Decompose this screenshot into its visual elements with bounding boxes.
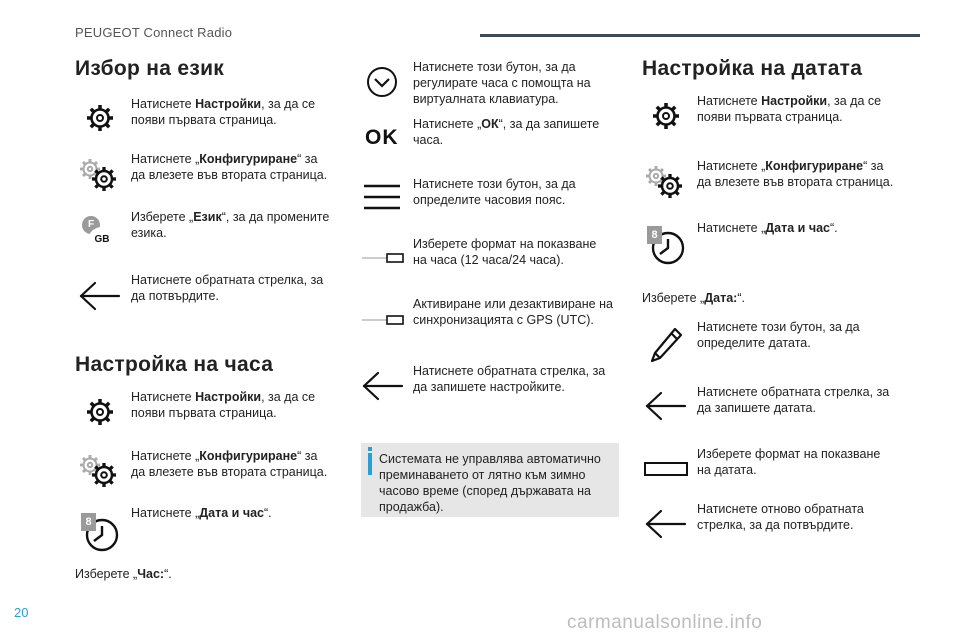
section-title-time: Настройка на часа: [75, 353, 274, 376]
gear-icon: [651, 101, 681, 131]
item-text: Натиснете „Конфигуриране“ за да влезете във втората страница.: [131, 152, 328, 182]
item-text: Натиснете „Дата и час“.: [697, 221, 838, 235]
item-text: Натиснете обратната стрелка, за да потвърдите.: [131, 273, 324, 303]
section-title-date: Настройка на датата: [642, 57, 863, 80]
toggle-slider-icon: [361, 314, 405, 326]
item-text: Натиснете този бутон, за да определите датата.: [697, 320, 860, 350]
double-gear-icon: [78, 156, 120, 194]
pencil-icon: [648, 325, 684, 365]
item-text: Натиснете отново обратната стрелка, за да потвърдите.: [697, 502, 864, 532]
item-text: Натиснете този бутон, за да определите часовия пояс.: [413, 177, 576, 207]
chevron-down-icon: [366, 66, 398, 98]
info-note: [361, 443, 619, 517]
item-text: Натиснете „Конфигуриране“ за да влезете във втората страница.: [697, 159, 894, 189]
item-text: Натиснете обратната стрелка, за да запишете настройките.: [413, 364, 606, 394]
back-arrow-icon: [78, 280, 122, 312]
item-text: Активиране или дезактивиране на синхронизацията с GPS (UTC).: [413, 297, 613, 327]
item-text: Натиснете „Конфигуриране“ за да влезете във втората страница.: [131, 449, 328, 479]
item-text: Изберете формат на показване на часа (12 часа/24 часа).: [413, 237, 597, 267]
back-arrow-icon: [644, 390, 688, 422]
choose-date-text: Изберете „Дата:“.: [642, 291, 745, 305]
info-icon: [368, 453, 372, 475]
item-text: Натиснете обратната стрелка, за да запишете датата.: [697, 385, 890, 415]
section-title-language: Избор на език: [75, 57, 225, 80]
double-gear-icon: [644, 163, 686, 201]
back-arrow-icon: [644, 508, 688, 540]
item-text: Натиснете Настройки, за да се появи първата страница.: [131, 390, 316, 420]
date-format-box-icon: [643, 461, 689, 477]
item-text: Изберете „Език“, за да промените езика.: [131, 210, 330, 240]
double-gear-icon: [78, 452, 120, 490]
date-time-clock-icon: 8: [646, 226, 688, 266]
gear-icon: [85, 103, 115, 133]
item-text: Натиснете този бутон, за да регулирате часа с помощта на виртуалната клавиатура.: [413, 60, 591, 106]
ok-text-icon: OK: [365, 126, 399, 149]
header-rule: [480, 34, 920, 37]
date-time-clock-icon: 8: [80, 513, 122, 553]
language-f-gb-icon: F GB: [80, 213, 122, 253]
gear-icon: [85, 397, 115, 427]
page-number: 20: [14, 605, 29, 620]
back-arrow-icon: [361, 370, 405, 402]
note-text: Системата не управлява автоматично преминаването от лятно към зимно часово време (според държавата на продажба).: [379, 452, 601, 514]
menu-icon: [361, 181, 403, 213]
item-text: Натиснете Настройки, за да се появи първата страница.: [697, 94, 882, 124]
format-slider-icon: [361, 252, 405, 264]
item-text: Натиснете „ОК“, за да запишете часа.: [413, 117, 600, 147]
item-text: Натиснете „Дата и час“.: [131, 506, 272, 520]
running-header: PEUGEOT Connect Radio: [75, 25, 233, 40]
item-text: Натиснете Настройки, за да се появи първата страница.: [131, 97, 316, 127]
watermark: carmanualsonline.info: [567, 612, 763, 633]
item-text: Изберете формат на показване на датата.: [697, 447, 881, 477]
choose-time-text: Изберете „Час:“.: [75, 567, 172, 581]
